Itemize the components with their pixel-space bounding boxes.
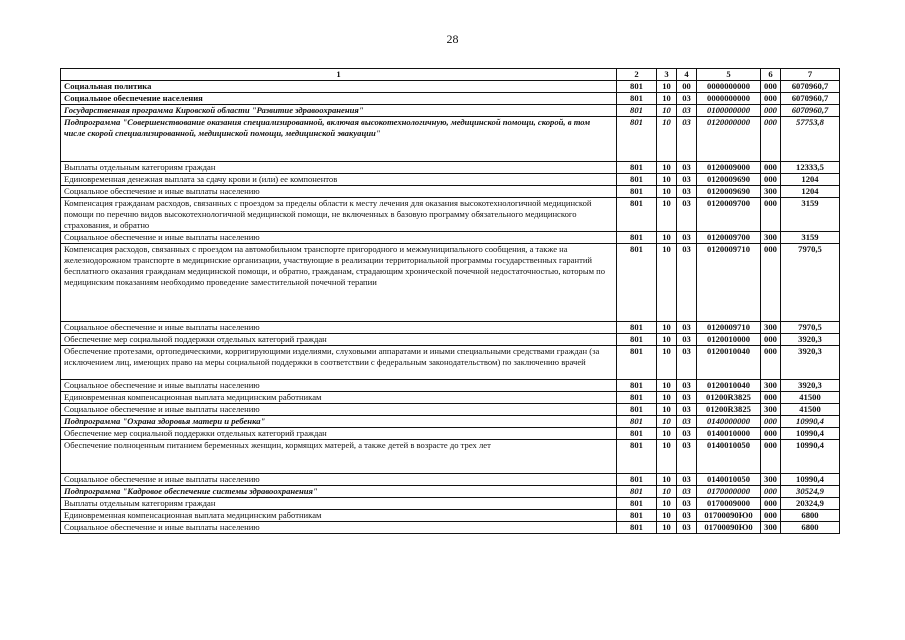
expense-type-cell: 000	[761, 162, 781, 174]
amount-cell: 3920,3	[781, 380, 840, 392]
amount-cell: 10990,4	[781, 474, 840, 486]
table-row	[61, 186, 840, 198]
row-name-cell: Выплаты отдельным категориям граждан	[61, 498, 617, 510]
group-code-cell: 03	[677, 105, 697, 117]
section-code-cell: 801	[617, 244, 657, 322]
group-code-cell: 03	[677, 117, 697, 162]
group-code-cell: 03	[677, 392, 697, 404]
subsection-code-cell: 10	[657, 186, 677, 198]
group-code-cell: 03	[677, 322, 697, 334]
group-code-cell: 03	[677, 93, 697, 105]
section-code-cell: 801	[617, 232, 657, 244]
table-row	[61, 522, 840, 534]
section-code-cell: 801	[617, 81, 657, 93]
amount-cell: 6070960,7	[781, 93, 840, 105]
subsection-code-cell: 10	[657, 510, 677, 522]
amount-cell: 10990,4	[781, 416, 840, 428]
table-row	[61, 117, 840, 162]
target-article-cell: 0120009000	[697, 162, 761, 174]
group-code-cell: 03	[677, 334, 697, 346]
expense-type-cell: 000	[761, 428, 781, 440]
amount-cell: 7970,5	[781, 244, 840, 322]
expense-type-cell: 000	[761, 498, 781, 510]
section-code-cell: 801	[617, 174, 657, 186]
amount-cell: 57753,8	[781, 117, 840, 162]
target-article-cell: 01200R3825	[697, 392, 761, 404]
expense-type-cell: 000	[761, 174, 781, 186]
subsection-code-cell: 10	[657, 105, 677, 117]
row-name-cell: Единовременная компенсационная выплата медицинским работникам	[61, 392, 617, 404]
section-code-cell: 801	[617, 522, 657, 534]
section-code-cell: 801	[617, 93, 657, 105]
target-article-cell: 0120009700	[697, 198, 761, 232]
expense-type-cell: 000	[761, 510, 781, 522]
row-name-cell: Единовременная компенсационная выплата медицинским работникам	[61, 510, 617, 522]
section-code-cell: 801	[617, 510, 657, 522]
row-name-cell: Обеспечение полноценным питанием беременных женщин, кормящих матерей, а также детей в возрасте до трех лет	[61, 440, 617, 474]
row-name-cell: Государственная программа Кировской области "Развитие здравоохранения"	[61, 105, 617, 117]
table-row	[61, 416, 840, 428]
table-row	[61, 174, 840, 186]
expense-type-cell: 300	[761, 322, 781, 334]
table-row	[61, 498, 840, 510]
target-article-cell: 0120009710	[697, 322, 761, 334]
expense-type-cell: 000	[761, 198, 781, 232]
row-name-cell: Подпрограмма "Совершенствование оказания специализированной, включая высокотехнологичную, медицинской помощи, скорой, в том числе скорой специализированной, медицинской помощи, медицинской эвакуации"	[61, 117, 617, 162]
table-row	[61, 198, 840, 232]
subsection-code-cell: 10	[657, 440, 677, 474]
table-row	[61, 81, 840, 93]
row-name-cell: Социальное обеспечение и иные выплаты населению	[61, 232, 617, 244]
section-code-cell: 801	[617, 322, 657, 334]
section-code-cell: 801	[617, 186, 657, 198]
target-article-cell: 01700090Ю0	[697, 510, 761, 522]
subsection-code-cell: 10	[657, 498, 677, 510]
group-code-cell: 03	[677, 522, 697, 534]
target-article-cell: 01200R3825	[697, 404, 761, 416]
row-name-cell: Социальное обеспечение населения	[61, 93, 617, 105]
group-code-cell: 03	[677, 174, 697, 186]
header-cell: 1	[61, 69, 617, 81]
table-row	[61, 162, 840, 174]
group-code-cell: 03	[677, 186, 697, 198]
subsection-code-cell: 10	[657, 198, 677, 232]
row-name-cell: Социальное обеспечение и иные выплаты населению	[61, 186, 617, 198]
expense-type-cell: 300	[761, 232, 781, 244]
section-code-cell: 801	[617, 486, 657, 498]
table-row	[61, 404, 840, 416]
target-article-cell: 0170000000	[697, 486, 761, 498]
table-row	[61, 380, 840, 392]
target-article-cell: 0120010040	[697, 346, 761, 380]
subsection-code-cell: 10	[657, 416, 677, 428]
section-code-cell: 801	[617, 404, 657, 416]
amount-cell: 6800	[781, 510, 840, 522]
amount-cell: 3159	[781, 198, 840, 232]
target-article-cell: 0120009700	[697, 232, 761, 244]
group-code-cell: 03	[677, 510, 697, 522]
subsection-code-cell: 10	[657, 404, 677, 416]
amount-cell: 20324,9	[781, 498, 840, 510]
target-article-cell: 0120010000	[697, 334, 761, 346]
amount-cell: 1204	[781, 186, 840, 198]
expense-type-cell: 000	[761, 334, 781, 346]
row-name-cell: Социальное обеспечение и иные выплаты населению	[61, 380, 617, 392]
expense-type-cell: 000	[761, 244, 781, 322]
expense-type-cell: 000	[761, 392, 781, 404]
amount-cell: 3159	[781, 232, 840, 244]
target-article-cell: 0100000000	[697, 105, 761, 117]
header-cell: 5	[697, 69, 761, 81]
header-cell: 6	[761, 69, 781, 81]
expense-type-cell: 000	[761, 486, 781, 498]
row-name-cell: Социальное обеспечение и иные выплаты населению	[61, 322, 617, 334]
target-article-cell: 0170009000	[697, 498, 761, 510]
target-article-cell: 0140010050	[697, 440, 761, 474]
group-code-cell: 03	[677, 162, 697, 174]
expense-type-cell: 000	[761, 81, 781, 93]
table-row	[61, 486, 840, 498]
amount-cell: 1204	[781, 174, 840, 186]
table-row	[61, 474, 840, 486]
table-header-row	[61, 69, 840, 81]
target-article-cell: 0120009690	[697, 186, 761, 198]
row-name-cell: Социальное обеспечение и иные выплаты населению	[61, 522, 617, 534]
expense-type-cell: 000	[761, 346, 781, 380]
table-row	[61, 346, 840, 380]
amount-cell: 3920,3	[781, 346, 840, 380]
target-article-cell: 0140010050	[697, 474, 761, 486]
target-article-cell: 0140010000	[697, 428, 761, 440]
section-code-cell: 801	[617, 428, 657, 440]
group-code-cell: 03	[677, 404, 697, 416]
group-code-cell: 03	[677, 486, 697, 498]
amount-cell: 41500	[781, 392, 840, 404]
group-code-cell: 03	[677, 380, 697, 392]
row-name-cell: Социальная политика	[61, 81, 617, 93]
subsection-code-cell: 10	[657, 117, 677, 162]
subsection-code-cell: 10	[657, 392, 677, 404]
table-row	[61, 322, 840, 334]
table-row	[61, 334, 840, 346]
subsection-code-cell: 10	[657, 322, 677, 334]
row-name-cell: Обеспечение мер социальной поддержки отдельных категорий граждан	[61, 428, 617, 440]
row-name-cell: Обеспечение протезами, ортопедическими, корригирующими изделиями, слуховыми аппаратами и иными специальными средствами граждан (за исключением лиц, имеющих право на меры социальной поддержки в соответствии с федеральным законодательством) по заключению врачей	[61, 346, 617, 380]
row-name-cell: Подпрограмма "Кадровое обеспечение системы здравоохранения"	[61, 486, 617, 498]
target-article-cell: 0120009710	[697, 244, 761, 322]
target-article-cell: 0000000000	[697, 93, 761, 105]
table-row	[61, 440, 840, 474]
subsection-code-cell: 10	[657, 93, 677, 105]
row-name-cell: Подпрограмма "Охрана здоровья матери и ребенка"	[61, 416, 617, 428]
section-code-cell: 801	[617, 346, 657, 380]
expense-type-cell: 300	[761, 186, 781, 198]
subsection-code-cell: 10	[657, 334, 677, 346]
row-name-cell: Социальное обеспечение и иные выплаты населению	[61, 474, 617, 486]
expense-type-cell: 000	[761, 416, 781, 428]
amount-cell: 10990,4	[781, 428, 840, 440]
section-code-cell: 801	[617, 198, 657, 232]
group-code-cell: 03	[677, 346, 697, 380]
expense-type-cell: 300	[761, 404, 781, 416]
target-article-cell: 0120009690	[697, 174, 761, 186]
amount-cell: 7970,5	[781, 322, 840, 334]
page-number: 28	[446, 32, 459, 46]
target-article-cell: 01700090Ю0	[697, 522, 761, 534]
table-row	[61, 105, 840, 117]
row-name-cell: Обеспечение мер социальной поддержки отдельных категорий граждан	[61, 334, 617, 346]
section-code-cell: 801	[617, 105, 657, 117]
budget-table	[60, 68, 840, 534]
group-code-cell: 03	[677, 416, 697, 428]
group-code-cell: 03	[677, 232, 697, 244]
row-name-cell: Единовременная денежная выплата за сдачу крови и (или) ее компонентов	[61, 174, 617, 186]
section-code-cell: 801	[617, 440, 657, 474]
subsection-code-cell: 10	[657, 162, 677, 174]
table-row	[61, 392, 840, 404]
subsection-code-cell: 10	[657, 81, 677, 93]
group-code-cell: 03	[677, 474, 697, 486]
amount-cell: 30524,9	[781, 486, 840, 498]
header-cell: 2	[617, 69, 657, 81]
section-code-cell: 801	[617, 380, 657, 392]
row-name-cell: Компенсация расходов, связанных с проездом на автомобильном транспорте пригородного и межмуниципального сообщения, а также на железнодорожном транспорте в медицинские организации, участвующие в реализации территориальной программы государственных гарантий бесплатного оказания гражданам медицинской помощи, и обратно, гражданам, страдающим хронической почечной недостаточностью, которым по медицинским показаниям необходимо проведение заместительной почечной терапии	[61, 244, 617, 322]
section-code-cell: 801	[617, 334, 657, 346]
amount-cell: 12333,5	[781, 162, 840, 174]
subsection-code-cell: 10	[657, 428, 677, 440]
amount-cell: 41500	[781, 404, 840, 416]
expense-type-cell: 000	[761, 440, 781, 474]
row-name-cell: Социальное обеспечение и иные выплаты населению	[61, 404, 617, 416]
subsection-code-cell: 10	[657, 474, 677, 486]
amount-cell: 10990,4	[781, 440, 840, 474]
expense-type-cell: 300	[761, 474, 781, 486]
header-cell: 3	[657, 69, 677, 81]
section-code-cell: 801	[617, 117, 657, 162]
subsection-code-cell: 10	[657, 244, 677, 322]
group-code-cell: 03	[677, 498, 697, 510]
subsection-code-cell: 10	[657, 522, 677, 534]
table-row	[61, 428, 840, 440]
amount-cell: 6800	[781, 522, 840, 534]
amount-cell: 3920,3	[781, 334, 840, 346]
section-code-cell: 801	[617, 162, 657, 174]
table-row	[61, 244, 840, 322]
section-code-cell: 801	[617, 392, 657, 404]
group-code-cell: 03	[677, 198, 697, 232]
group-code-cell: 03	[677, 244, 697, 322]
table-row	[61, 510, 840, 522]
target-article-cell: 0120010040	[697, 380, 761, 392]
table-row	[61, 232, 840, 244]
target-article-cell: 0000000000	[697, 81, 761, 93]
target-article-cell: 0140000000	[697, 416, 761, 428]
table-row	[61, 93, 840, 105]
expense-type-cell: 000	[761, 93, 781, 105]
subsection-code-cell: 10	[657, 486, 677, 498]
expense-type-cell: 300	[761, 522, 781, 534]
row-name-cell: Компенсация гражданам расходов, связанных с проездом за пределы области к месту лечения для оказания высокотехнологичной медицинской помощи по перечню видов высокотехнологичной медицинской помощи, не включенных в базовую программу обязательного медицинского страхования, и обратно	[61, 198, 617, 232]
group-code-cell: 00	[677, 81, 697, 93]
amount-cell: 6070960,7	[781, 105, 840, 117]
subsection-code-cell: 10	[657, 380, 677, 392]
expense-type-cell: 300	[761, 380, 781, 392]
subsection-code-cell: 10	[657, 174, 677, 186]
section-code-cell: 801	[617, 474, 657, 486]
header-cell: 4	[677, 69, 697, 81]
group-code-cell: 03	[677, 440, 697, 474]
row-name-cell: Выплаты отдельным категориям граждан	[61, 162, 617, 174]
section-code-cell: 801	[617, 498, 657, 510]
expense-type-cell: 000	[761, 117, 781, 162]
subsection-code-cell: 10	[657, 232, 677, 244]
header-cell: 7	[781, 69, 840, 81]
amount-cell: 6070960,7	[781, 81, 840, 93]
target-article-cell: 0120000000	[697, 117, 761, 162]
section-code-cell: 801	[617, 416, 657, 428]
group-code-cell: 03	[677, 428, 697, 440]
subsection-code-cell: 10	[657, 346, 677, 380]
expense-type-cell: 000	[761, 105, 781, 117]
